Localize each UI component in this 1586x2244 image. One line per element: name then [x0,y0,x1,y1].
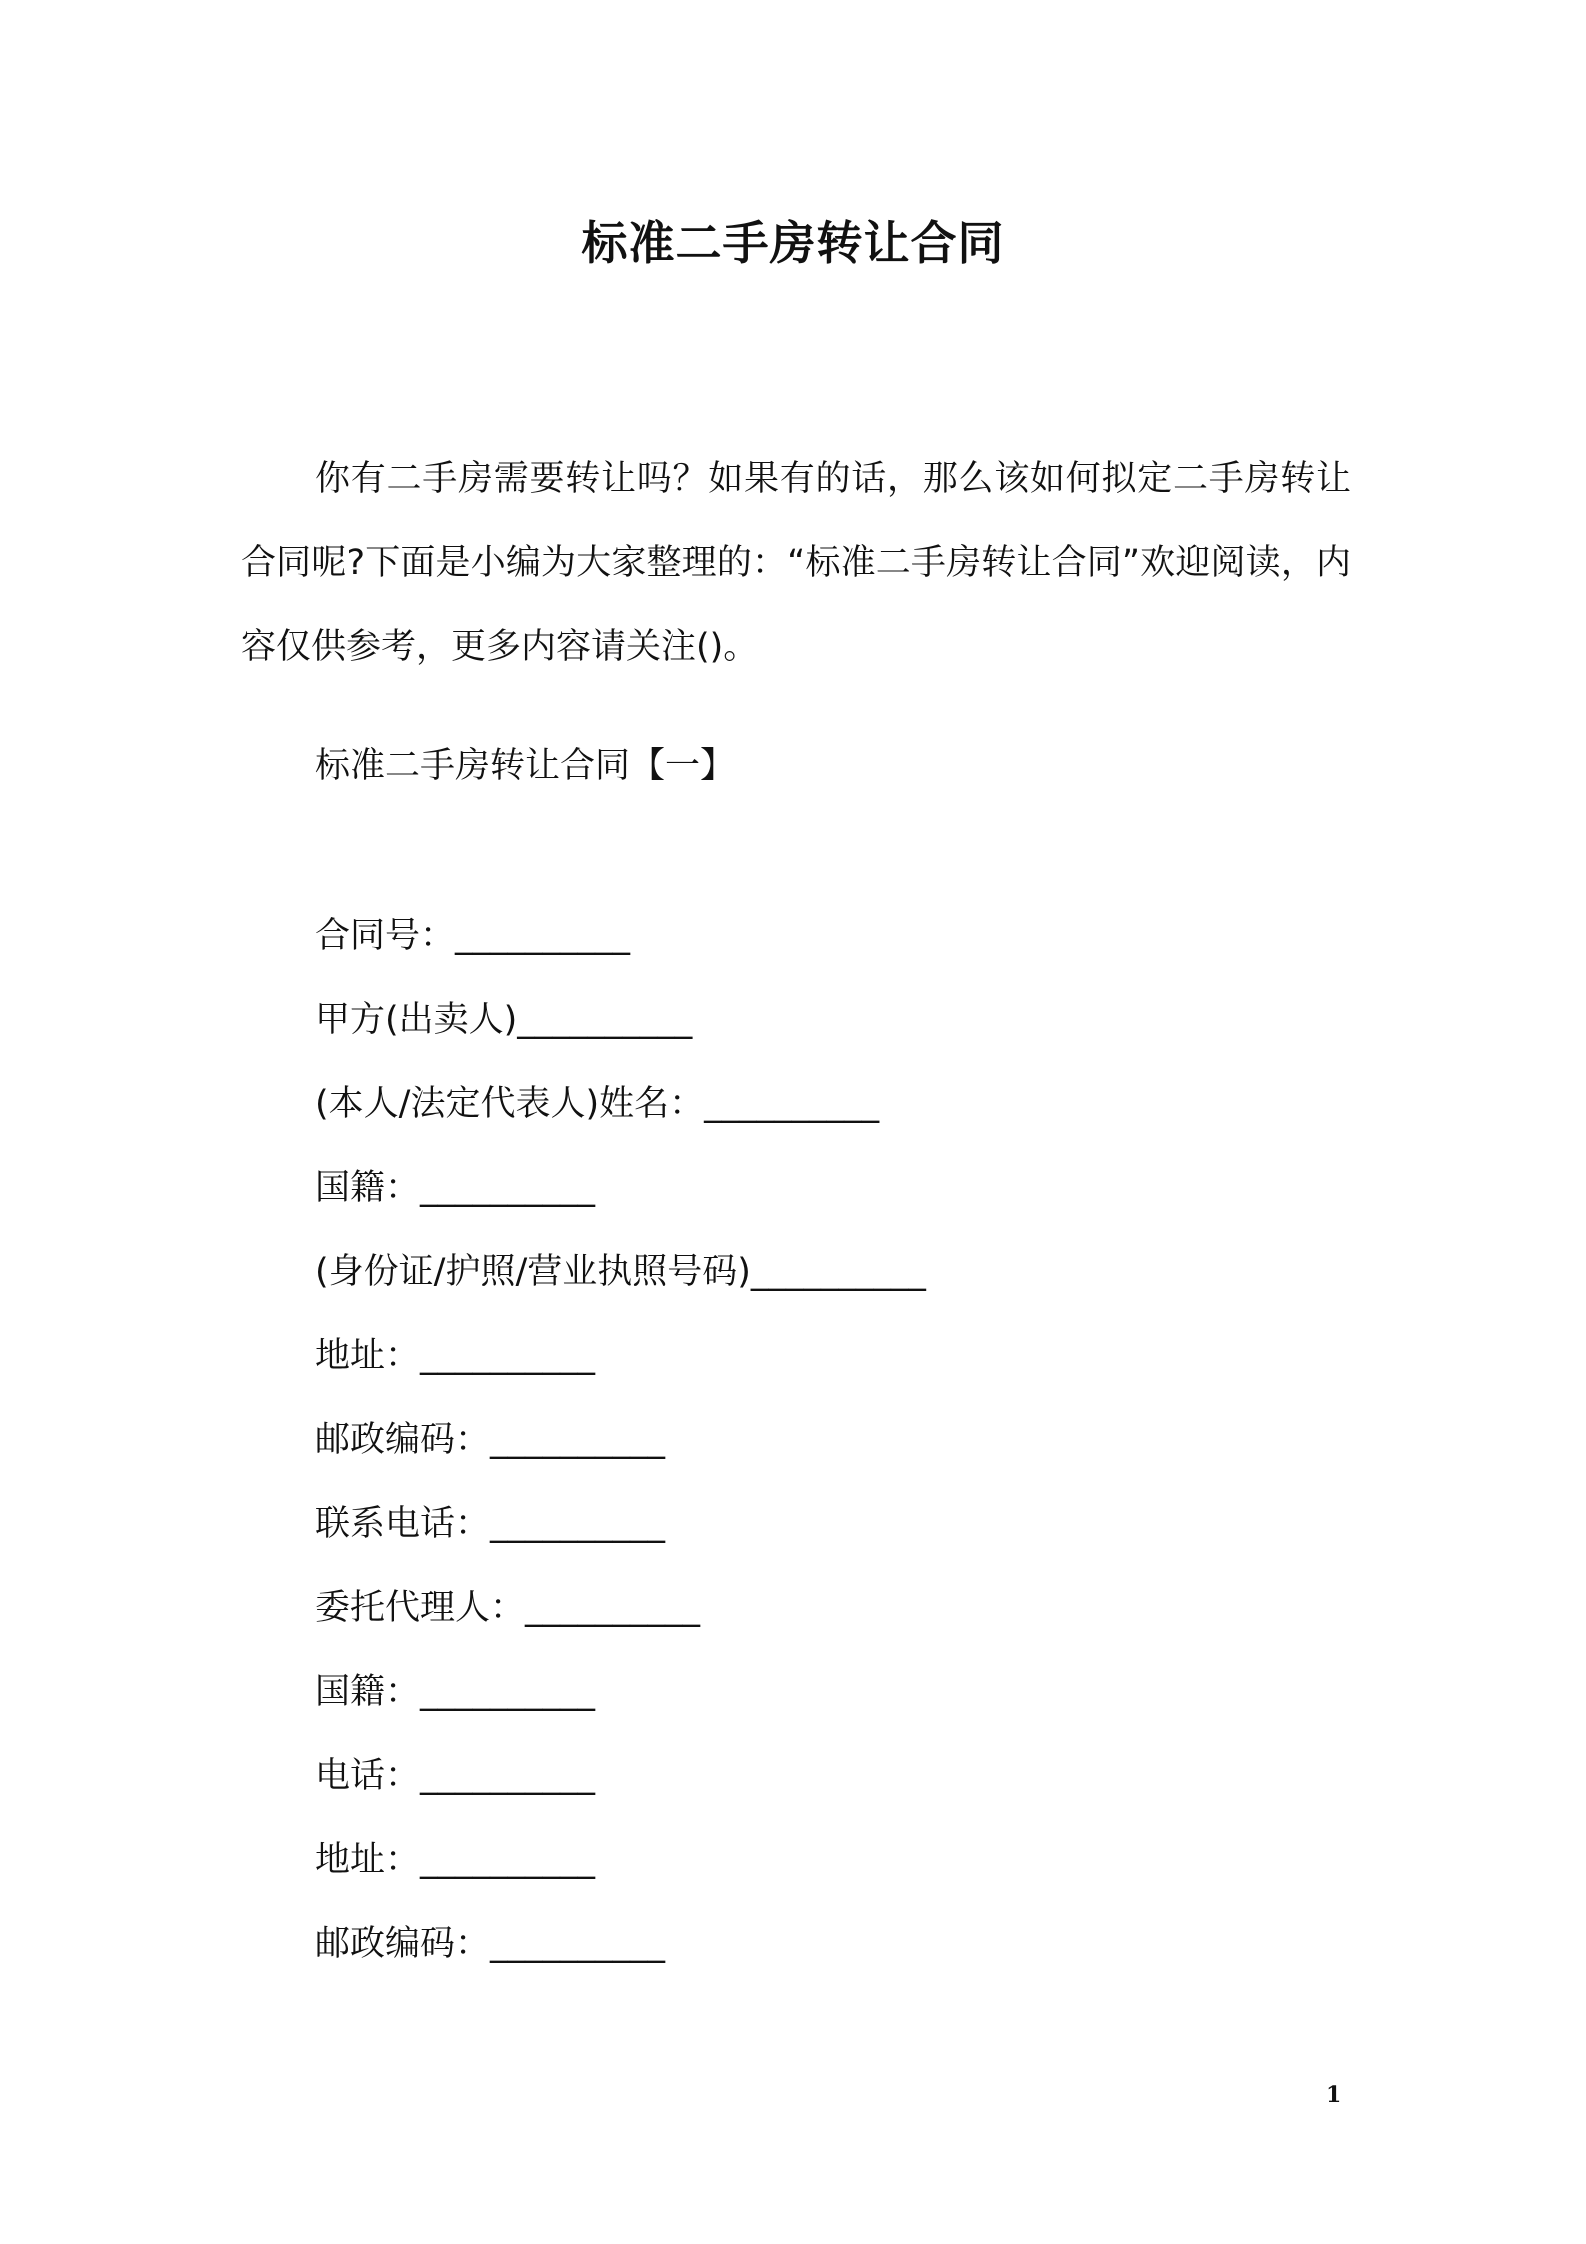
field-agent-phone: 电话：__________ [315,1756,596,1796]
field-nationality: 国籍：__________ [315,1168,596,1208]
field-agent-postal-code: 邮政编码：__________ [315,1924,666,1964]
intro-paragraph: 你有二手房需要转让吗？如果有的话，那么该如何拟定二手房转让合同呢?下面是小编为大家整理的：“标准二手房转让合同”欢迎阅读，内容仅供参考，更多内容请关注()。 [241,459,1351,667]
page-number: 1 [1326,2082,1342,2108]
field-representative-name: (本人/法定代表人)姓名：__________ [315,1084,880,1124]
field-agent-nationality: 国籍：__________ [315,1672,596,1712]
section-heading: 标准二手房转让合同【一】 [315,746,736,786]
field-contract-number: 合同号：__________ [315,916,631,956]
field-agent: 委托代理人：__________ [315,1588,701,1628]
field-contact-phone: 联系电话：__________ [315,1504,666,1544]
document-title: 标准二手房转让合同 [581,216,1005,270]
field-postal-code: 邮政编码：__________ [315,1420,666,1460]
field-address: 地址：__________ [315,1336,596,1376]
field-agent-address: 地址：__________ [315,1840,596,1880]
field-party-a-seller: 甲方(出卖人)__________ [315,1000,693,1040]
field-id-number: (身份证/护照/营业执照号码)__________ [315,1252,926,1292]
contract-field-list [315,906,926,1998]
